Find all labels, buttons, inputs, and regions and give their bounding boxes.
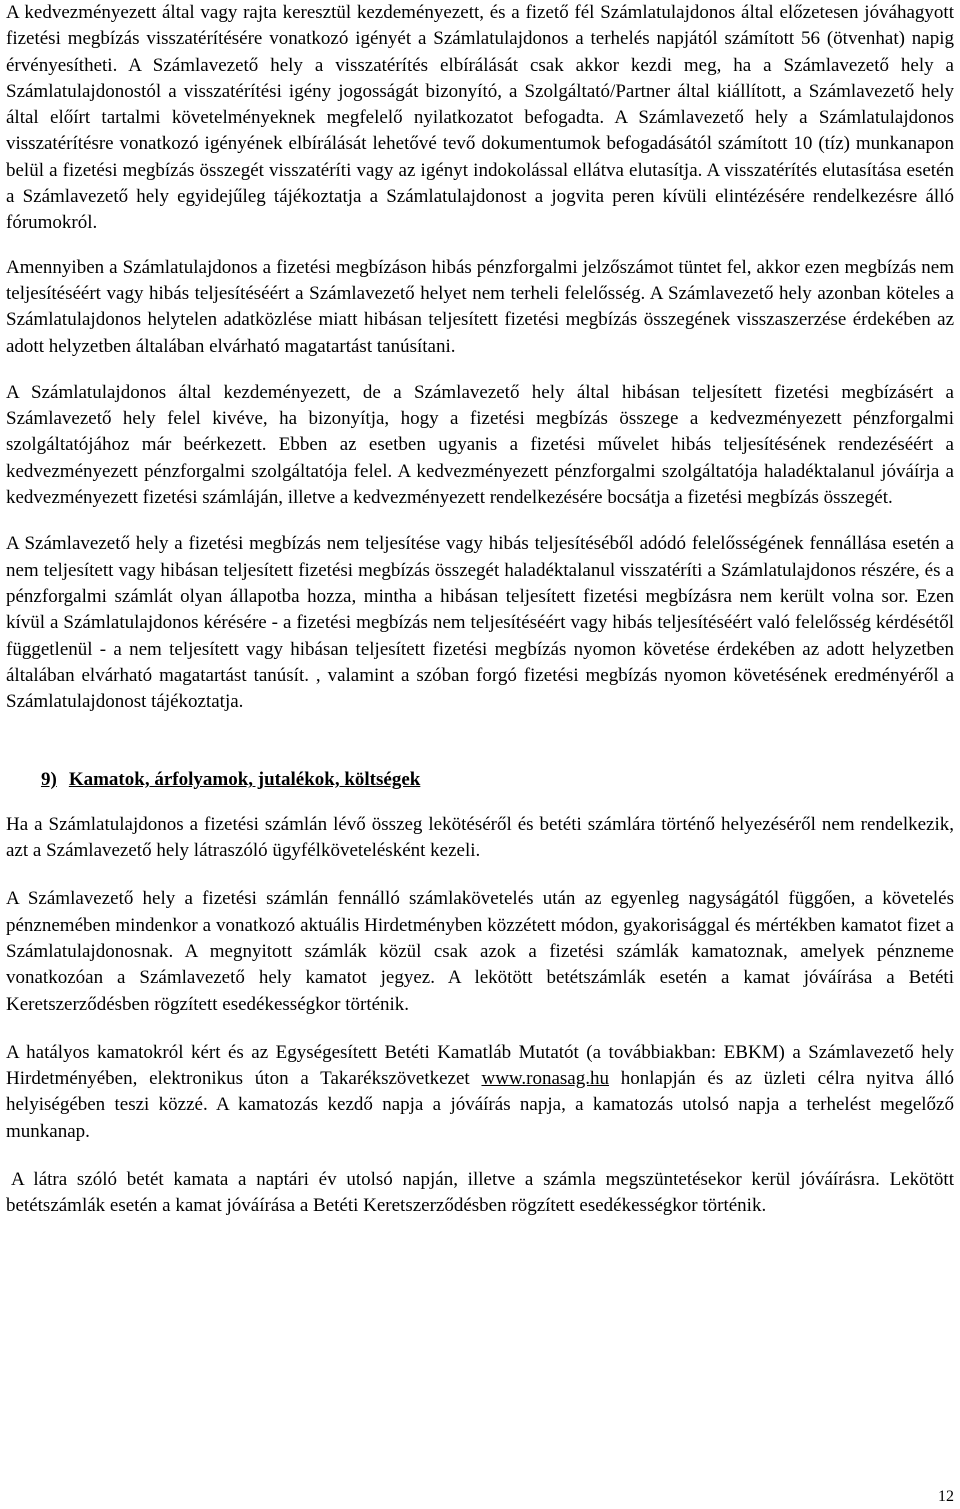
paragraph-sight-deposit: Ha a Számlatulajdonos a fizetési számlán lévő összeg lekötéséről és betéti számlára történő helyezéséről nem rendelkezik, azt a Számlavezető hely látraszóló ügyfélkövetelésként kezeli.	[6, 813, 954, 862]
paragraph-interest-payment: A Számlavezető hely a fizetési számlán fennálló számlakövetelés után az egyenleg nagyságától függően, a követelés pénznemében mindenkor a vonatkozó aktuális Hirdetményben közzétett módon, gyakorisággal és mértékben kamatot fizet a Számlatulajdonosnak. A megnyitott számlák közül csak azok a fizetési számlák kamatoznak, amelyek pénzneme vonatkozóan a Számlavezető hely kamatot jegyez. A lekötött betétszámlák esetén a kamat jóváírása a Betéti Keretszerződésben rögzített esedékességkor történik.	[6, 888, 954, 1015]
paragraph-sight-deposit-interest: A látra szóló betét kamata a naptári év utolsó napján, illetve a számla megszüntetésekor kerül jóváírásra. Lekötött betétszámlák esetén a kamat jóváírása a Betéti Keretszerződésben rögzített esedékességkor történik.	[6, 1168, 954, 1217]
paragraph-ebkm-publication	[6, 1040, 954, 1145]
paragraph-liability: A Számlavezető hely a fizetési megbízás nem teljesítése vagy hibás teljesítéséből adódó felelősségének fennállása esetén a nem teljesített vagy hibásan teljesített fizetési megbízás összegét haladéktalanul visszatéríti a Számlatulajdonos részére, és a pénzforgalmi számlát olyan állapotba hozza, mintha a hibásan teljesített fizetési megbízásra nem került volna sor. Ezen kívül a Számlatulajdonos kérésére - a fizetési megbízás nem teljesítéséért vagy hibás teljesítéséért való felelősség kérdésétől függetlenül - a nem teljesített vagy hibásan teljesített fizetési megbízás nyomon követése érdekében az adott helyzetben általában elvárható magatartást tanúsít. , valamint a szóban forgó fizetési megbízás nyomon követésének eredményéről a Számlatulajdonost tájékoztatja.	[6, 533, 954, 713]
website-link[interactable]: www.ronasag.hu	[481, 1068, 609, 1090]
document-page	[6, 0, 954, 1220]
paragraph-wrong-account-number: Amennyiben a Számlatulajdonos a fizetési megbízáson hibás pénzforgalmi jelzőszámot tüntet fel, akkor ezen megbízás nem teljesítéséért vagy hibás teljesítéséért a Számlavezető helyet nem terheli felelősség. A Számlavezető hely azonban köteles a Számlatulajdonos helytelen adatközlése miatt hibásan teljesített fizetési megbízás összegének visszaszerzése érdekében az adott helyzetben általában elvárható magatartást tanúsítani.	[6, 256, 954, 357]
page-number: 12	[938, 1488, 954, 1505]
paragraph-faulty-execution: A Számlatulajdonos által kezdeményezett, de a Számlavezető hely által hibásan teljesített fizetési megbízásért a Számlavezető hely felel kivéve, ha bizonyítja, hogy a fizetési megbízás összege a kedvezményezett pénzforgalmi szolgáltatójához már beérkezett. Ebben az esetben ugyanis a fizetési művelet hibás teljesítésének rendezéséért a kedvezményezett pénzforgalmi szolgáltatója felel. A kedvezményezett pénzforgalmi szolgáltatója haladéktalanul jóváírja a kedvezményezett fizetési számláján, illetve a kedvezményezett rendelkezésére bocsátja a fizetési megbízás összegét.	[6, 381, 954, 509]
paragraph-ebkm-text-start: A hatályos kamatokról kért és az Egységesített Betéti Kamatláb Mutatót (a továbbiakban: EBKM) a Számlavezető hely Hirdetményében, elektronikus úton a Takarékszövetkezet	[6, 1041, 954, 1090]
section-title: Kamatok, árfolyamok, jutalékok, költségek	[68, 769, 421, 791]
section-heading	[6, 767, 954, 793]
paragraph-refund-claim: A kedvezményezett által vagy rajta keresztül kezdeményezett, és a fizető fél Számlatulajdonos által előzetesen jóváhagyott fizetési megbízás visszatérítésére vonatkozó igényét a Számlatulajdonos a terhelés napjától számított 56 (ötvenhat) napig érvényesítheti. A Számlavezető hely a visszatérítés elbírálását csak akkor kezdi meg, ha a Számlavezető hely a Számlatulajdonostól a visszatérítési igény jogosságát bizonyító, a Szolgáltató/Partner által kiállított, a Számlavezető hely által előírt tartalmi követelményeknek megfelelő nyilatkozatot befogadta. A Számlavezető hely a Számlatulajdonos visszatérítésre vonatkozó igényének elbírálását lehetővé tevő dokumentumok befogadásától számított 10 (tíz) munkanapon belül a fizetési megbízás összegét visszatéríti vagy az igényt indokolással ellátva elutasítja. A visszatérítés elutasítása esetén a Számlavezető hely egyidejűleg tájékoztatja a Számlatulajdonost a jogvita peren kívüli elintézésére rendelkezésre álló fórumokról.	[6, 2, 954, 234]
section-number: 9)	[41, 769, 57, 791]
paragraph-ebkm-text-end: honlapján és az üzleti célra nyitva álló helyiségében teszi közzé. A kamatozás kezdő napja a jóváírás napja, a kamatozás utolsó napja a terhelést megelőző munkanap.	[6, 1068, 954, 1142]
